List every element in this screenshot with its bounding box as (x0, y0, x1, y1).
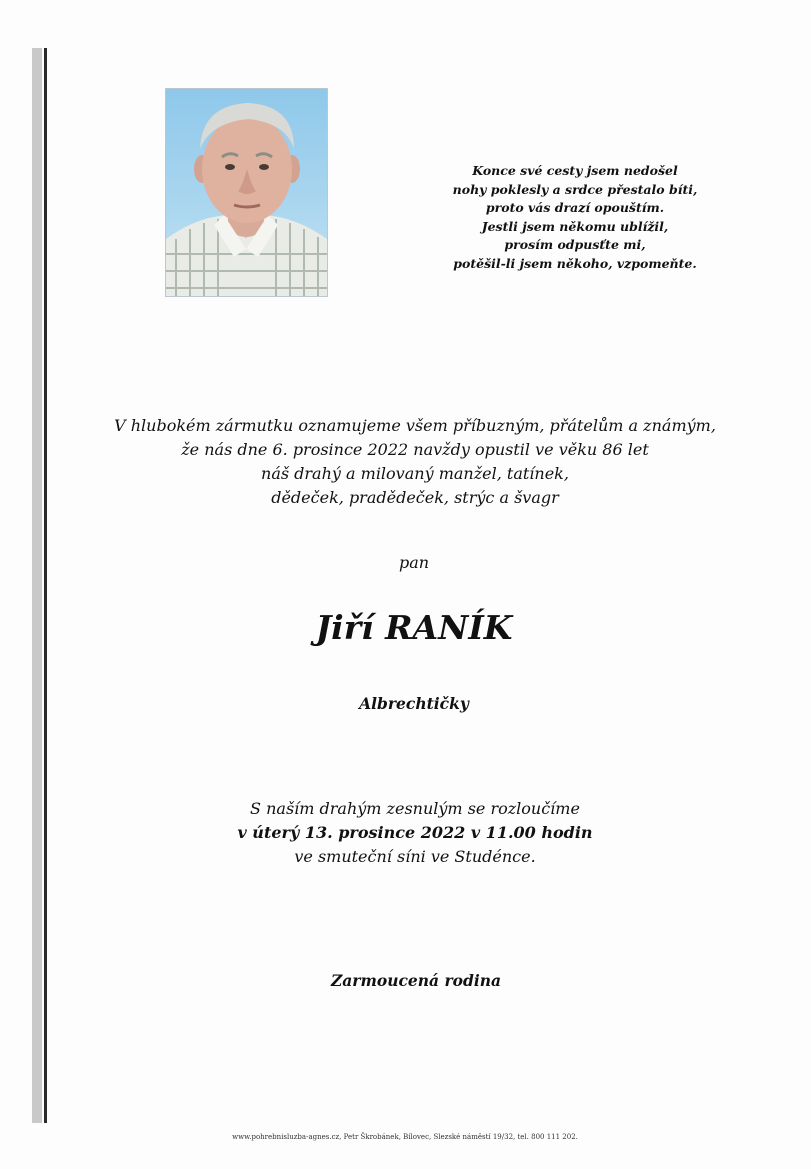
poem-line: nohy poklesly a srdce přestalo bíti, (452, 181, 698, 197)
poem-line: Konce své cesty jsem nedošel (472, 163, 678, 178)
farewell-location: ve smuteční síni ve Studénce. (294, 847, 536, 866)
mourning-bar-light (32, 48, 42, 1123)
farewell-date-time: v úterý 13. prosince 2022 v 11.00 hodin (237, 823, 593, 842)
poem-line: prosím odpusťte mi, (504, 237, 646, 252)
deceased-place: Albrechtičky (359, 694, 469, 713)
funeral-service-footer: www.pohrebnisluzba-agnes.cz, Petr Škrobánek, Bílovec, Slezské náměstí 19/32, tel. 800 111 202. (232, 1133, 578, 1141)
portrait-photo (166, 89, 327, 296)
salutation: pan (398, 553, 430, 572)
farewell-line: S naším drahým zesnulým se rozloučíme (250, 799, 580, 818)
farewell-details (170, 797, 660, 869)
announcement-line: že nás dne 6. prosince 2022 navždy opustil ve věku 86 let (181, 440, 649, 459)
poem-line: Jestli jsem někomu ublížil, (481, 218, 669, 234)
poem-line: potěšil-li jsem někoho, vzpomeňte. (453, 255, 697, 271)
poem-line: proto vás drazí opouštím. (485, 200, 665, 215)
mourning-bar-dark (44, 48, 47, 1123)
announcement-line: V hlubokém zármutku oznamujeme všem příbuzným, přátelům a známým, (114, 416, 716, 435)
family-signature: Zarmoucená rodina (330, 971, 502, 990)
portrait-photo-icon (166, 89, 327, 296)
deceased-name: Jiří RANÍK (315, 608, 513, 647)
memorial-poem (420, 162, 730, 273)
announcement-line: dědeček, pradědeček, strýc a švagr (271, 488, 559, 507)
announcement-line: náš drahý a milovaný manžel, tatínek, (261, 464, 569, 483)
death-announcement (70, 414, 760, 510)
